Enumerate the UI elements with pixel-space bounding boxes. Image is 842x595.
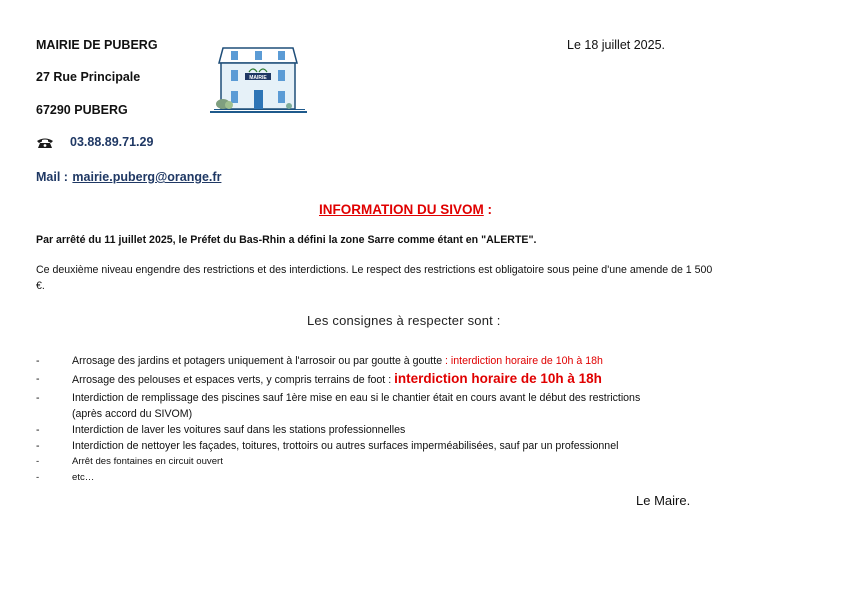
list-item: - Arrêt des fontaines en circuit ouvert bbox=[36, 456, 223, 467]
list-item: - Arrosage des pelouses et espaces verts, y compris terrains de foot : interdiction horaire de 10h à 18h bbox=[36, 371, 602, 386]
title-main: INFORMATION DU SIVOM bbox=[319, 202, 484, 217]
page-title bbox=[319, 202, 492, 217]
paragraph-decree: Par arrêté du 11 juillet 2025, le Préfet du Bas-Rhin a défini la zone Sarre comme étant en "ALERTE". bbox=[36, 234, 537, 246]
list-item: - Interdiction de remplissage des piscines sauf 1ère mise en eau si le chantier était en cours avant le début des restrictions (après accord du SIVOM) bbox=[36, 392, 641, 420]
phone-line bbox=[36, 135, 153, 149]
mail-label: Mail : bbox=[36, 170, 68, 184]
mail-line bbox=[36, 168, 221, 186]
street-address: 27 Rue Principale bbox=[36, 70, 141, 84]
title-suffix: : bbox=[483, 202, 492, 217]
list-item: - Interdiction de laver les voitures sauf dans les stations professionnelles bbox=[36, 424, 406, 436]
phone-number: 03.88.89.71.29 bbox=[70, 135, 154, 149]
paragraph-restrictions: Ce deuxième niveau engendre des restrictions et des interdictions. Le respect des restrictions est obligatoire sous peine d'une amende de 1 500 €. bbox=[36, 264, 713, 292]
list-item: - Arrosage des jardins et potagers uniquement à l'arrosoir ou par goutte à goutte : interdiction horaire de 10h à 18h bbox=[36, 355, 603, 367]
telephone-icon bbox=[36, 136, 54, 148]
logo-text: MAIRIE bbox=[249, 75, 267, 81]
consignes-heading: Les consignes à respecter sont : bbox=[307, 313, 501, 328]
signature: Le Maire. bbox=[636, 493, 691, 508]
list-item: - etc… bbox=[36, 472, 95, 483]
mail-link[interactable]: mairie.puberg@orange.fr bbox=[72, 170, 222, 184]
time-restriction: : interdiction horaire de 10h à 18h bbox=[445, 355, 603, 367]
consignes-list bbox=[36, 353, 776, 486]
time-restriction: interdiction horaire de 10h à 18h bbox=[394, 371, 602, 386]
list-item: - Interdiction de nettoyer les façades, toitures, trottoirs ou autres surfaces imperméabilisées, sauf par un professionnel bbox=[36, 440, 619, 452]
letter-date: Le 18 juillet 2025. bbox=[567, 38, 665, 52]
mairie-logo bbox=[209, 46, 309, 119]
city-address: 67290 PUBERG bbox=[36, 103, 128, 117]
org-name: MAIRIE DE PUBERG bbox=[36, 38, 158, 52]
